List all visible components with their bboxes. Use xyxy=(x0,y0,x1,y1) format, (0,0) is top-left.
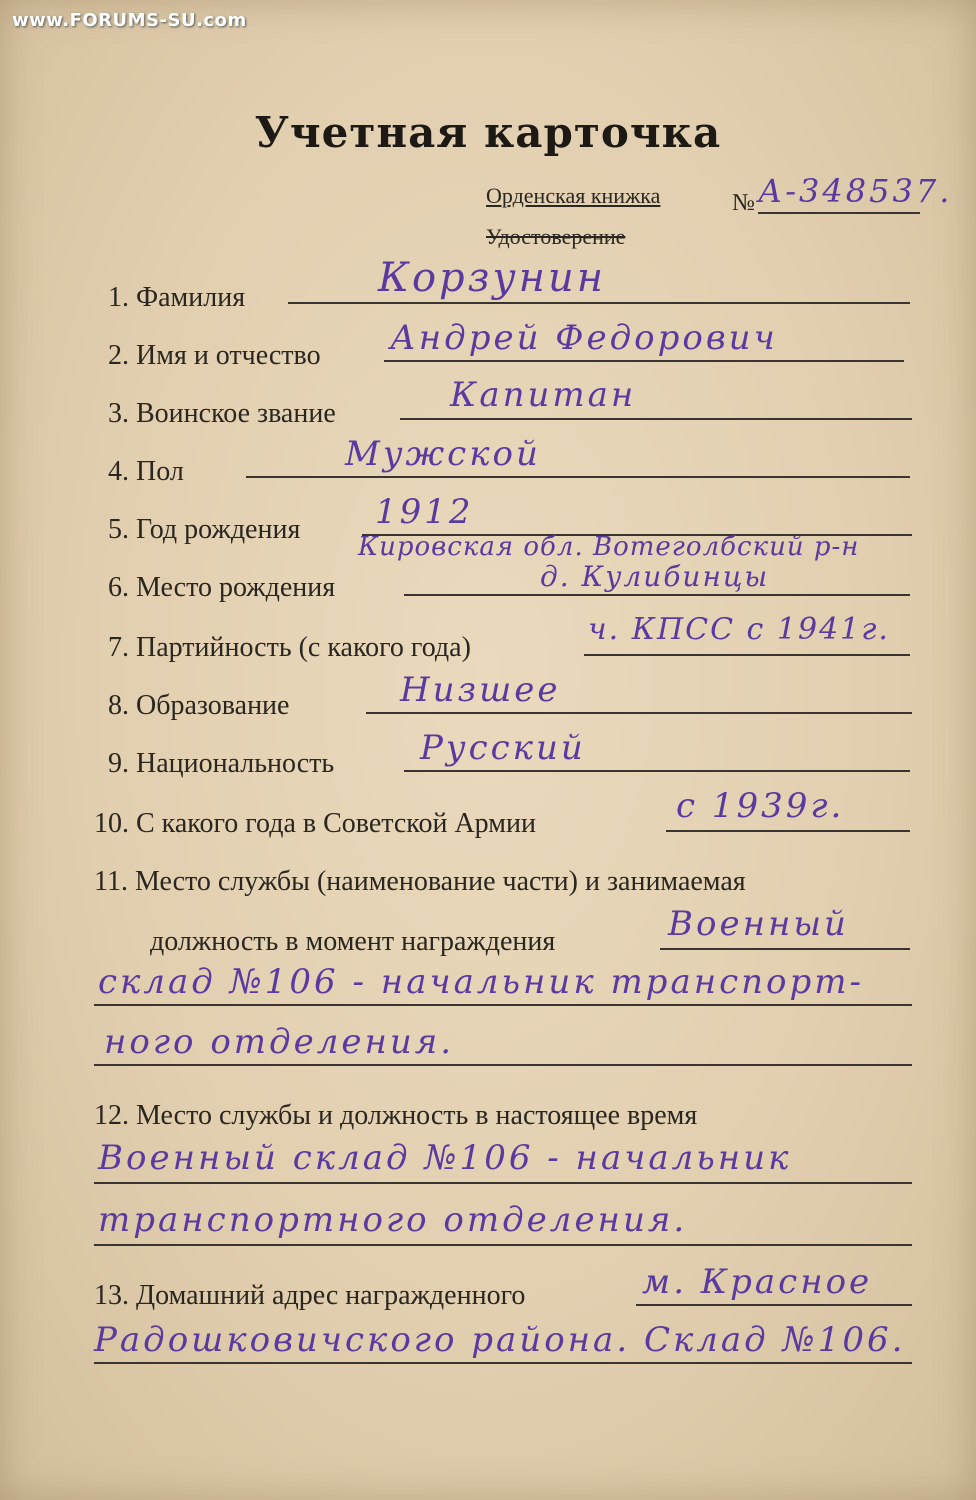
field-army-year-label: 10. С какого года в Советской Армии xyxy=(94,808,536,839)
field-birthplace-line xyxy=(404,594,910,596)
field-current-service-value-2: транспортного отделения. xyxy=(98,1200,688,1240)
field-service-place-value-2: склад №106 - начальник транспорт- xyxy=(98,962,865,1002)
field-birthplace-value: д. Кулибинцы xyxy=(540,560,770,593)
certificate-label-struck: Удостоверение xyxy=(486,224,626,249)
card-title: Учетная карточка xyxy=(254,108,722,157)
field-service-place-label-1: 11. Место службы (наименование части) и занимаемая xyxy=(94,866,746,897)
field-home-address-value-1: м. Красное xyxy=(642,1262,873,1302)
field-surname-value: Корзунин xyxy=(378,255,607,301)
field-name-label: 2. Имя и отчество xyxy=(108,340,321,371)
field-home-address-label: 13. Домашний адрес награжденного xyxy=(94,1280,526,1311)
field-nationality-value: Русский xyxy=(420,728,586,768)
field-surname-line xyxy=(288,302,910,304)
field-sex-label: 4. Пол xyxy=(108,456,184,487)
field-current-service-line-1 xyxy=(94,1182,912,1184)
field-sex-value: Мужской xyxy=(345,434,541,474)
field-sex-line xyxy=(246,476,910,478)
order-book-number: А-348537. xyxy=(758,172,953,210)
field-service-place-line-2 xyxy=(94,1004,912,1006)
watermark: www.FORUMS-SU.com xyxy=(12,10,247,31)
order-book-number-line xyxy=(758,212,920,214)
field-current-service-value-1: Военный склад №106 - начальник xyxy=(98,1138,792,1178)
field-surname-label: 1. Фамилия xyxy=(108,282,246,313)
field-education-label: 8. Образование xyxy=(108,690,290,721)
field-current-service-line-2 xyxy=(94,1244,912,1246)
field-name-value: Андрей Федорович xyxy=(390,318,778,358)
field-party-value: ч. КПСС с 1941г. xyxy=(588,612,890,647)
field-education-line xyxy=(366,712,912,714)
field-party-label: 7. Партийность (с какого года) xyxy=(108,632,471,663)
field-nationality-line xyxy=(404,770,910,772)
field-party-line xyxy=(584,654,910,656)
field-rank-value: Капитан xyxy=(450,375,637,415)
field-home-address-value-2: Радошковичского района. Склад №106. xyxy=(94,1320,906,1360)
field-birth-region-value: Кировская обл. Вотеголбский р-н xyxy=(358,532,860,562)
number-sign: № xyxy=(732,190,755,216)
field-education-value: Низшее xyxy=(400,670,561,710)
field-army-year-line xyxy=(666,830,910,832)
field-home-address-line-2 xyxy=(94,1362,912,1364)
field-service-place-value-3: ного отделения. xyxy=(104,1022,455,1062)
field-service-place-line-3 xyxy=(94,1064,912,1066)
field-birthplace-label: 6. Место рождения xyxy=(108,572,336,603)
field-current-service-label: 12. Место службы и должность в настоящее время xyxy=(94,1100,698,1131)
field-name-line xyxy=(384,360,904,362)
field-service-place-value-1: Военный xyxy=(668,904,849,944)
field-rank-line xyxy=(400,418,912,420)
field-army-year-value: с 1939г. xyxy=(676,786,845,826)
field-birth-year-label: 5. Год рождения xyxy=(108,514,301,545)
field-nationality-label: 9. Национальность xyxy=(108,748,335,779)
field-birth-year-value: 1912 xyxy=(375,492,474,532)
order-book-label: Орденская книжка xyxy=(486,183,661,208)
field-home-address-line-1 xyxy=(636,1304,912,1306)
field-service-place-line-1 xyxy=(660,948,910,950)
field-rank-label: 3. Воинское звание xyxy=(108,398,336,429)
field-service-place-label-2: должность в момент награждения xyxy=(150,926,556,957)
